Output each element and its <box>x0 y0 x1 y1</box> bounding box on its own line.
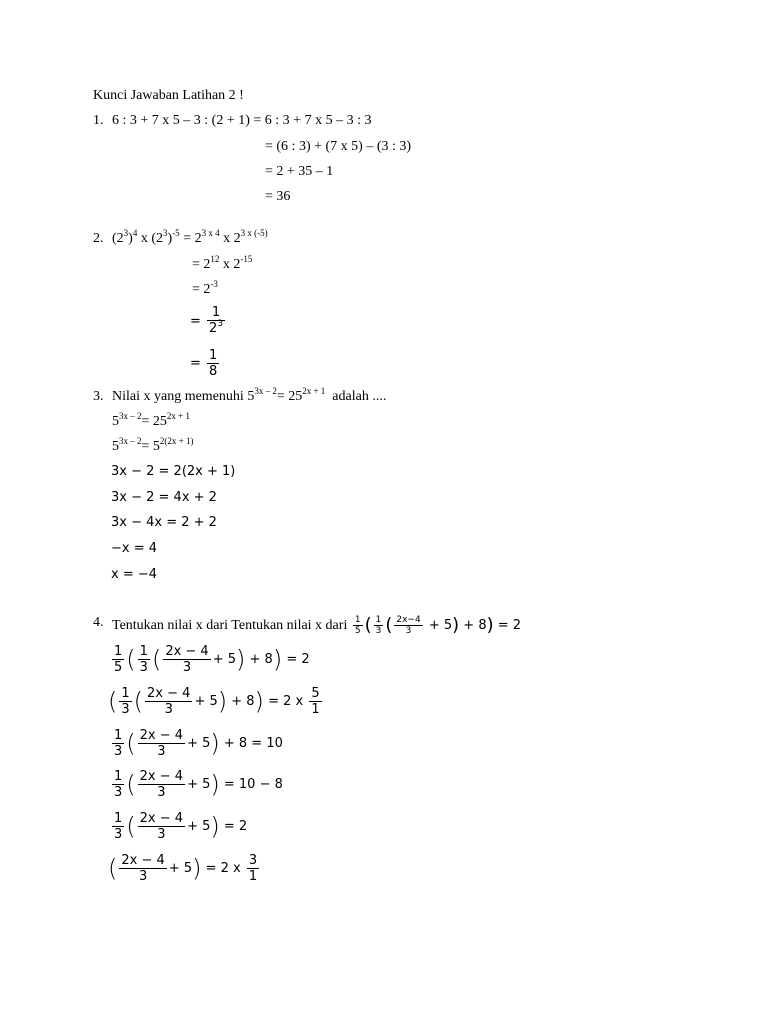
q4-line-7: ( $\frac{2x - 4}{3}$ + 5) = 2 x $\frac{3}{1}$ <box>108 853 258 884</box>
q4-line-2: $\frac{1}{5}$ ( $\frac{1}{3}$ ( $\frac{2x - 4}{3}$ + 5) + 8) = 2 <box>114 644 310 675</box>
q2-line-4: = $\frac{1}{2^3}$ <box>190 305 224 336</box>
q1-line-4: = 36 <box>265 189 291 204</box>
q4-line-1: Tentukan nilai x dari Tentukan nilai x dari $\frac{1}{5}$ ( $\frac{1}{3}$ ( $\frac{2x-4}{3}$ + 5) + 8) = 2 <box>112 614 522 636</box>
q2-line-5: = $\frac{1}{8}$ <box>190 348 218 379</box>
q3-line-1: Nilai x yang memenuhi $5^{3x - 2}= 25^{2x + 1}$ adalah .... <box>112 386 387 404</box>
q3-line-4: 3x − 2 = 2(2x + 1) <box>111 464 236 479</box>
q2-line-2: = $2^{12}$ x $2^{-15}$ <box>192 254 253 272</box>
q3-line-8: x = −4 <box>111 567 158 582</box>
q4-line-5: $\frac{1}{3}$ ( $\frac{2x - 4}{3}$ + 5) = 10 − 8 <box>114 769 283 800</box>
document-title: Kunci Jawaban Latihan 2 ! <box>93 88 244 103</box>
q1-number: 1. <box>93 113 104 128</box>
q3-number: 3. <box>93 389 104 404</box>
q3-line-7: −x = 4 <box>111 541 158 556</box>
q4-number: 4. <box>93 615 104 630</box>
q1-line-1: 6 : 3 + 7 x 5 – 3 : (2 + 1) = 6 : 3 + 7 x 5 – 3 : 3 <box>112 113 372 128</box>
q2-line-1: $(2^3)^4$ x $(2^3)^{-5} = 2^{3 x 4}$ x $2^{3 x (-5)}$ <box>112 228 268 246</box>
q2-line-3: = $2^{-3}$ <box>192 279 218 297</box>
q4-line-4: $\frac{1}{3}$ ( $\frac{2x - 4}{3}$ + 5) + 8 = 10 <box>114 728 283 759</box>
q3-line-2: $5^{3x - 2}= 25^{2x + 1}$ <box>112 411 190 429</box>
q3-line-6: 3x − 4x = 2 + 2 <box>111 515 217 530</box>
q1-line-2: = (6 : 3) + (7 x 5) – (3 : 3) <box>265 139 412 154</box>
q1-line-3: = 2 + 35 – 1 <box>265 164 334 179</box>
q4-line-6: $\frac{1}{3}$ ( $\frac{2x - 4}{3}$ + 5) = 2 <box>114 811 248 842</box>
q4-line-3: ( $\frac{1}{3}$ ( $\frac{2x - 4}{3}$ + 5) + 8) = 2 x $\frac{5}{1}$ <box>108 686 320 717</box>
q3-line-3: $5^{3x - 2}= 5^{2(2x + 1)}$ <box>112 436 194 454</box>
q2-number: 2. <box>93 231 104 246</box>
q3-line-5: 3x − 2 = 4x + 2 <box>111 490 217 505</box>
